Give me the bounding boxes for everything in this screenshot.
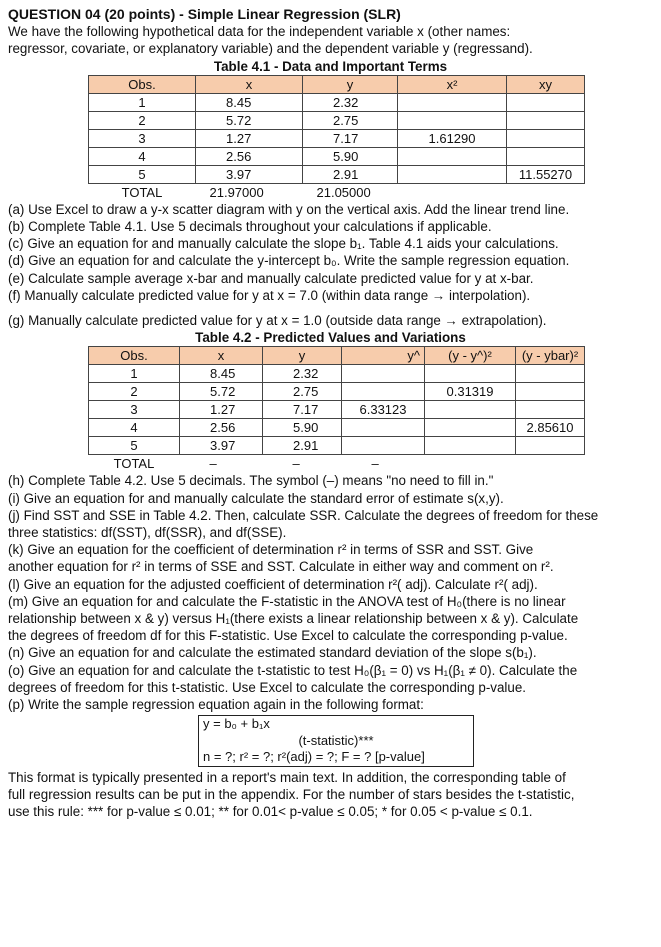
table1-header-x2: x² xyxy=(398,75,507,93)
table-cell: 5.90 xyxy=(263,419,342,437)
table-cell: 5.90 xyxy=(303,147,398,165)
table-cell: 2.32 xyxy=(303,93,398,111)
part-g: (g) Manually calculate predicted value for y at x = 1.0 (outside data range → extrapolation). xyxy=(8,313,547,329)
table-cell xyxy=(425,401,516,419)
table-cell: 1.27 xyxy=(180,401,263,419)
table-cell: 2.56 xyxy=(196,147,303,165)
format-tstat-line: (t-statistic)*** xyxy=(298,732,374,748)
table-cell xyxy=(516,401,585,419)
table-cell: 2 xyxy=(89,383,180,401)
table-cell: 8.45 xyxy=(196,93,303,111)
table-cell: 2 xyxy=(89,111,196,129)
table-cell: 1.61290 xyxy=(398,129,507,147)
table-cell xyxy=(398,111,507,129)
table-row xyxy=(89,365,585,383)
table-row xyxy=(89,437,585,455)
intro-line-1: We have the following hypothetical data for the independent variable x (other names: xyxy=(8,24,511,40)
table-cell: – xyxy=(263,455,342,473)
part-n: (n) Give an equation for and calculate the estimated standard deviation of the slope s(b₁). xyxy=(8,645,537,661)
table2-header-y: y xyxy=(263,347,342,365)
table-cell xyxy=(425,365,516,383)
table-cell: 21.05000 xyxy=(303,183,398,201)
table-cell: 3 xyxy=(89,401,180,419)
table2-total-row xyxy=(89,455,585,473)
table-cell: 2.91 xyxy=(263,437,342,455)
regression-format-box xyxy=(198,715,474,767)
table-row xyxy=(89,111,585,129)
table-cell xyxy=(507,147,585,165)
part-m-line-3: the degrees of freedom df for this F-statistic. Use Excel to calculate the corresponding p-value. xyxy=(8,628,568,644)
table-cell: 5.72 xyxy=(180,383,263,401)
part-i: (i) Give an equation for and manually calculate the standard error of estimate s(x,y). xyxy=(8,490,504,506)
table-cell: 2.56 xyxy=(180,419,263,437)
table-cell: 2.75 xyxy=(303,111,398,129)
closing-line-2: full regression results can be put in the appendix. For the number of stars besides the t-statistic, xyxy=(8,786,575,802)
part-o-line-2: degrees of freedom for this t-statistic. Use Excel to calculate the corresponding p-value. xyxy=(8,679,527,695)
table-cell xyxy=(425,455,516,473)
table-cell: 0.31319 xyxy=(425,383,516,401)
spacer xyxy=(8,304,653,312)
part-p: (p) Write the sample regression equation again in the following format: xyxy=(8,697,424,713)
table-row xyxy=(89,129,585,147)
table-cell: 1 xyxy=(89,93,196,111)
intro-line-2: regressor, covariate, or explanatory variable) and the dependent variable y (regressand). xyxy=(8,41,533,57)
table1-header-row xyxy=(89,75,585,93)
table2-header-sse: (y - y^)² xyxy=(425,347,516,365)
table-cell xyxy=(507,93,585,111)
question-title: QUESTION 04 (20 points) - Simple Linear Regression (SLR) xyxy=(8,6,401,22)
table-cell: 4 xyxy=(89,147,196,165)
table1-header-x: x xyxy=(196,75,303,93)
part-j-line-2: three statistics: df(SST), df(SSR), and df(SSE). xyxy=(8,525,287,541)
table1 xyxy=(88,75,585,201)
table-cell: 5.72 xyxy=(196,111,303,129)
table2-header-sst: (y - ybar)² xyxy=(516,347,585,365)
table-row xyxy=(89,419,585,437)
table-cell: 3.97 xyxy=(180,437,263,455)
part-m-line-1: (m) Give an equation for and calculate the F-statistic in the ANOVA test of H₀(there is no linear xyxy=(8,593,566,609)
part-k-line-2: another equation for r² in terms of SSE and SST. Calculate in either way and comment on r². xyxy=(8,559,554,575)
table-cell: 11.55270 xyxy=(507,165,585,183)
table-cell: 7.17 xyxy=(263,401,342,419)
table-cell: 1.27 xyxy=(196,129,303,147)
table-cell xyxy=(425,419,516,437)
table1-header-y: y xyxy=(303,75,398,93)
table-cell: 7.17 xyxy=(303,129,398,147)
table-cell xyxy=(507,183,585,201)
table-row xyxy=(89,93,585,111)
table-cell xyxy=(507,129,585,147)
part-f: (f) Manually calculate predicted value for y at x = 7.0 (within data range → interpolation). xyxy=(8,287,531,303)
table1-caption: Table 4.1 - Data and Important Terms xyxy=(213,58,448,74)
table-cell xyxy=(398,93,507,111)
part-m-line-2: relationship between x & y) versus H₁(there exists a linear relationship between x & y). Calculate xyxy=(8,611,579,627)
table-cell: 4 xyxy=(89,419,180,437)
table-cell xyxy=(516,437,585,455)
table-row xyxy=(89,165,585,183)
table-row xyxy=(89,401,585,419)
table-cell: 1 xyxy=(89,365,180,383)
table-cell xyxy=(398,183,507,201)
table2 xyxy=(88,346,585,472)
table2-header-yhat: y^ xyxy=(342,347,425,365)
table-row xyxy=(89,147,585,165)
part-e: (e) Calculate sample average x-bar and manually calculate predicted value for y at x-bar. xyxy=(8,270,534,286)
format-stats-line: n = ?; r² = ?; r²(adj) = ?; F = ? [p-value] xyxy=(203,749,425,765)
table-cell xyxy=(342,419,425,437)
table-cell: 2.85610 xyxy=(516,419,585,437)
table2-header-obs: Obs. xyxy=(89,347,180,365)
table2-header-x: x xyxy=(180,347,263,365)
part-d: (d) Give an equation for and calculate the y-intercept b₀. Write the sample regression equation. xyxy=(8,253,570,269)
part-j-line-1: (j) Find SST and SSE in Table 4.2. Then, calculate SSR. Calculate the degrees of freedom for these xyxy=(8,507,599,523)
table2-header-row xyxy=(89,347,585,365)
table1-total-row xyxy=(89,183,585,201)
table-cell xyxy=(398,165,507,183)
format-equation-line: y = b₀ + b₁x xyxy=(203,716,270,732)
table-cell: 5 xyxy=(89,165,196,183)
table-cell xyxy=(398,147,507,165)
closing-line-3: use this rule: *** for p-value ≤ 0.01; ** for 0.01< p-value ≤ 0.05; * for 0.05 < p-value ≤ 0.1. xyxy=(8,804,533,820)
table-cell xyxy=(516,383,585,401)
table-cell xyxy=(507,111,585,129)
table-cell: 2.32 xyxy=(263,365,342,383)
table-cell xyxy=(342,383,425,401)
table-cell xyxy=(516,455,585,473)
table-cell xyxy=(342,437,425,455)
part-h: (h) Complete Table 4.2. Use 5 decimals. The symbol (–) means "no need to fill in." xyxy=(8,473,494,489)
table-cell xyxy=(516,365,585,383)
table2-caption: Table 4.2 - Predicted Values and Variations xyxy=(195,330,466,346)
table1-header-xy: xy xyxy=(507,75,585,93)
part-l: (l) Give an equation for the adjusted coefficient of determination r²( adj). Calculate r²( adj). xyxy=(8,576,538,592)
table-cell: 2.75 xyxy=(263,383,342,401)
closing-line-1: This format is typically presented in a report's main text. In addition, the corresponding table of xyxy=(8,769,566,785)
table-cell: – xyxy=(180,455,263,473)
part-b: (b) Complete Table 4.1. Use 5 decimals throughout your calculations if applicable. xyxy=(8,219,492,235)
table1-header-obs: Obs. xyxy=(89,75,196,93)
part-a: (a) Use Excel to draw a y-x scatter diagram with y on the vertical axis. Add the linear trend line. xyxy=(8,201,570,217)
table-cell: – xyxy=(342,455,425,473)
table-cell: 6.33123 xyxy=(342,401,425,419)
part-k-line-1: (k) Give an equation for the coefficient of determination r² in terms of SSR and SST. Give xyxy=(8,542,534,558)
table-cell xyxy=(425,437,516,455)
table-cell xyxy=(342,365,425,383)
table-cell: 3.97 xyxy=(196,165,303,183)
table-cell: 2.91 xyxy=(303,165,398,183)
part-o-line-1: (o) Give an equation for and calculate the t-statistic to test H₀(β₁ = 0) vs H₁(β₁ ≠ 0). Calculate the xyxy=(8,662,578,678)
table-cell: TOTAL xyxy=(89,455,180,473)
table-cell: 21.97000 xyxy=(196,183,303,201)
table-cell: 3 xyxy=(89,129,196,147)
table-cell: 5 xyxy=(89,437,180,455)
part-c: (c) Give an equation for and manually calculate the slope b₁. Table 4.1 aids your calculations. xyxy=(8,236,559,252)
table-row xyxy=(89,383,585,401)
table-cell: TOTAL xyxy=(89,183,196,201)
table-cell: 8.45 xyxy=(180,365,263,383)
